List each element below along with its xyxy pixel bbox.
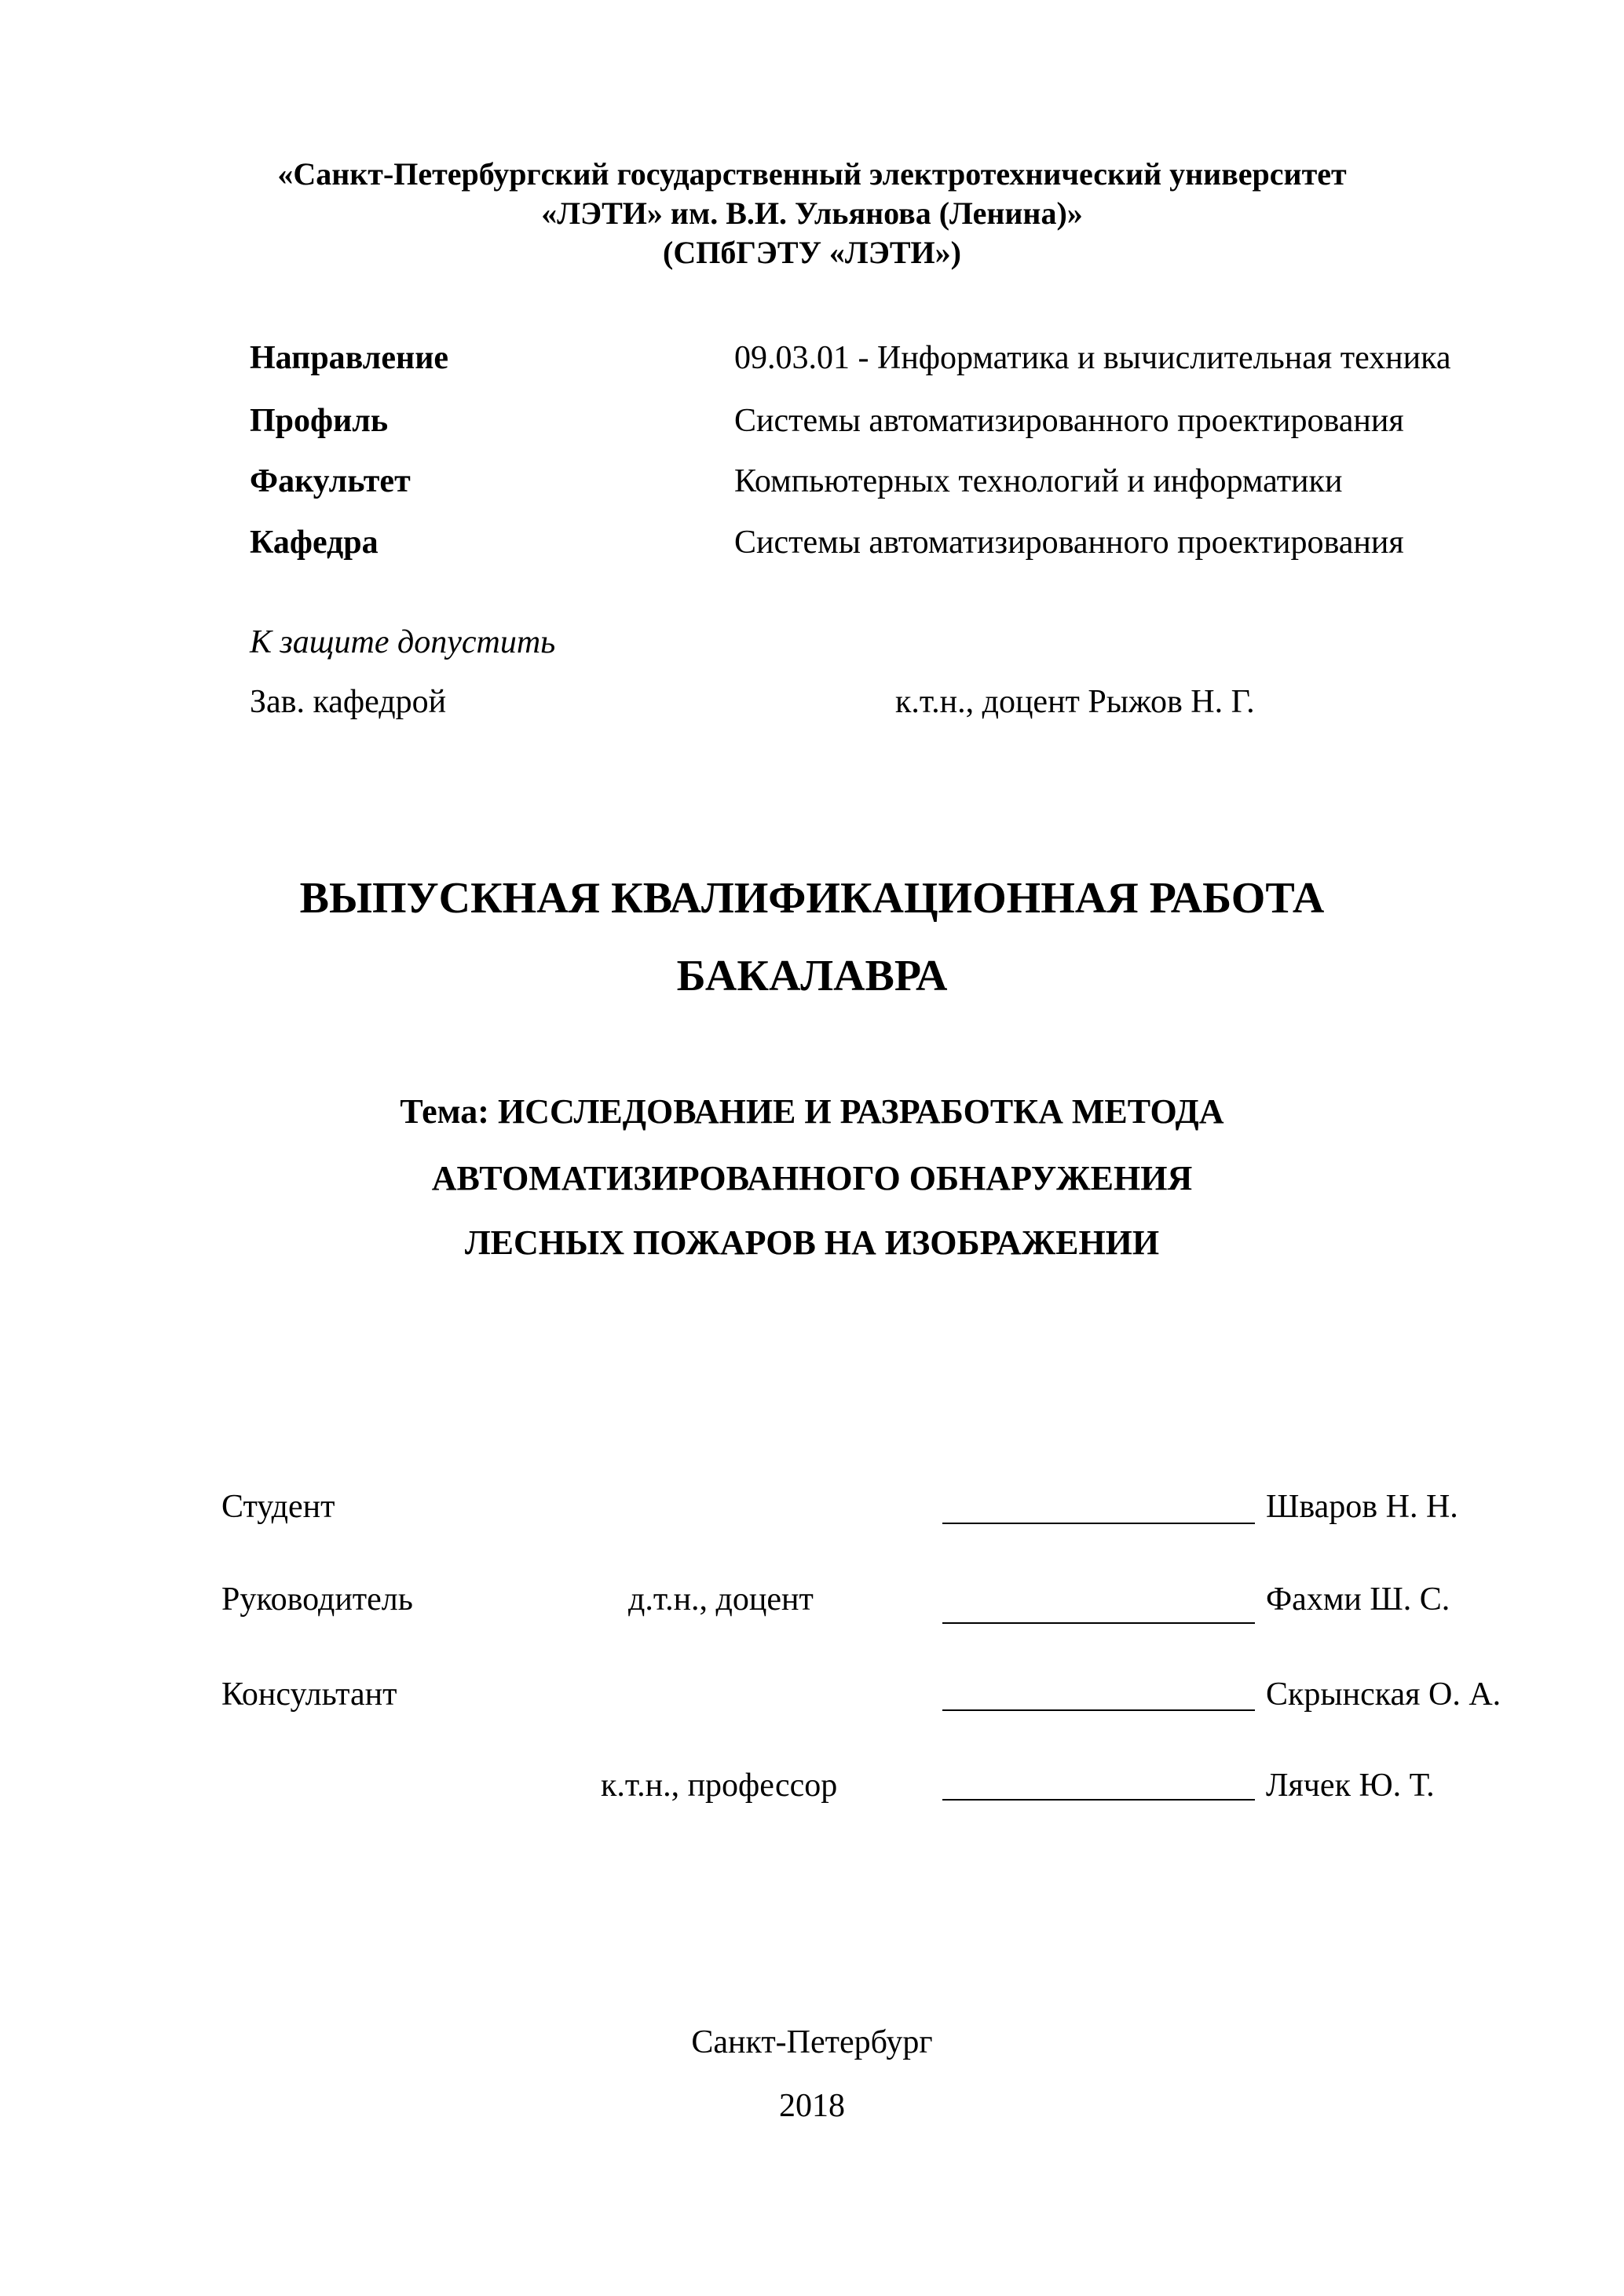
- info-label-department: Кафедра: [250, 525, 379, 561]
- signature-role-student: Студент: [221, 1489, 335, 1525]
- city: Санкт-Петербург: [691, 2024, 933, 2060]
- admit-to-defense-text: К защите допустить: [250, 624, 556, 660]
- info-value-direction: 09.03.01 - Информатика и вычислительная техника: [734, 340, 1451, 376]
- topic-line-1: Тема: ИССЛЕДОВАНИЕ И РАЗРАБОТКА МЕТОДА: [400, 1092, 1224, 1131]
- signature-name-consultant-2: Лячек Ю. Т.: [1266, 1768, 1435, 1804]
- signature-line-supervisor: [942, 1622, 1255, 1624]
- signature-role-consultant: Консультант: [221, 1676, 397, 1713]
- signature-degree-consultant-2: к.т.н., профессор: [601, 1768, 838, 1804]
- signature-degree-supervisor: д.т.н., доцент: [628, 1581, 814, 1618]
- topic-line-2: АВТОМАТИЗИРОВАННОГО ОБНАРУЖЕНИЯ: [431, 1159, 1193, 1197]
- signature-name-consultant-1: Скрынская О. А.: [1266, 1676, 1501, 1713]
- signature-role-supervisor: Руководитель: [221, 1581, 413, 1618]
- info-label-profile: Профиль: [250, 403, 389, 439]
- university-name-line-1: «Санкт-Петербургский государственный электротехнический университет: [277, 156, 1347, 192]
- signature-name-student: Шваров Н. Н.: [1266, 1489, 1458, 1525]
- info-value-faculty: Компьютерных технологий и информатики: [734, 463, 1343, 499]
- year: 2018: [779, 2088, 845, 2124]
- topic-line-3: ЛЕСНЫХ ПОЖАРОВ НА ИЗОБРАЖЕНИИ: [464, 1223, 1160, 1262]
- info-value-profile: Системы автоматизированного проектирования: [734, 403, 1404, 439]
- signature-line-consultant-1: [942, 1709, 1255, 1711]
- head-of-department-name: к.т.н., доцент Рыжов Н. Г.: [895, 684, 1255, 720]
- signature-name-supervisor: Фахми Ш. С.: [1266, 1581, 1450, 1618]
- info-value-department: Системы автоматизированного проектирования: [734, 525, 1404, 561]
- university-name-line-2: «ЛЭТИ» им. В.И. Ульянова (Ленина)»: [541, 196, 1083, 231]
- signature-line-consultant-2: [942, 1799, 1255, 1801]
- university-abbreviation: (СПбГЭТУ «ЛЭТИ»): [663, 235, 961, 270]
- info-label-direction: Направление: [250, 340, 449, 376]
- info-label-faculty: Факультет: [250, 463, 411, 499]
- work-title-line-2: БАКАЛАВРА: [676, 952, 948, 1000]
- head-of-department-label: Зав. кафедрой: [250, 684, 447, 720]
- work-title-line-1: ВЫПУСКНАЯ КВАЛИФИКАЦИОННАЯ РАБОТА: [299, 874, 1325, 923]
- signature-line-student: [942, 1523, 1255, 1524]
